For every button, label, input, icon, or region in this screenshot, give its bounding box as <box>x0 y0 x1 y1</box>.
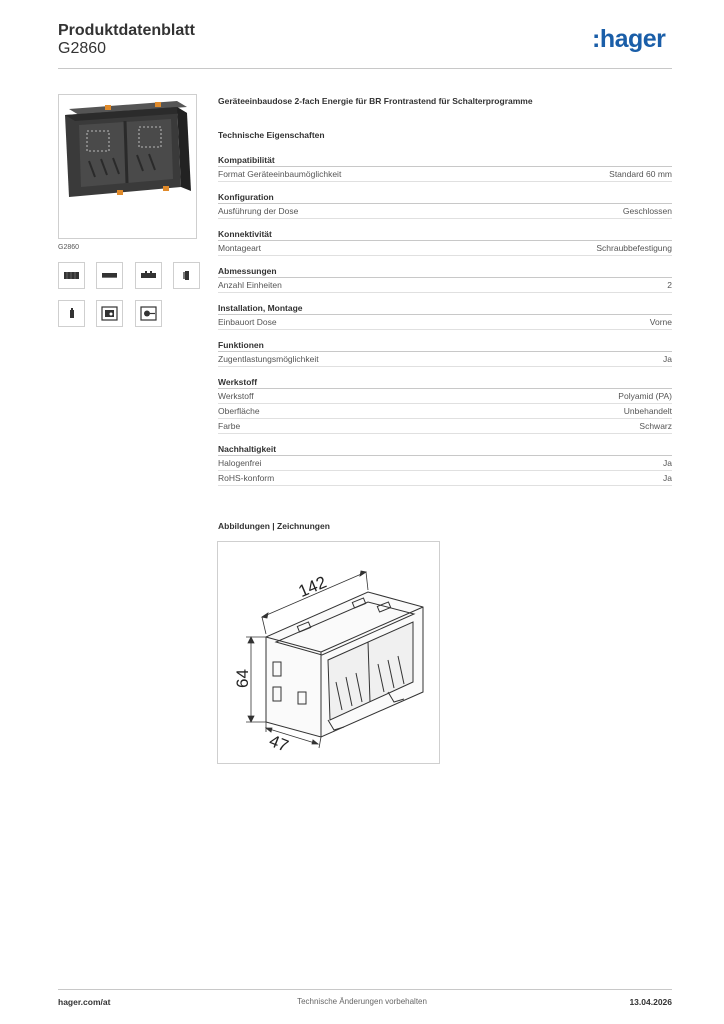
property-label: Einbauort Dose <box>218 317 277 327</box>
section-funktionen <box>218 338 672 367</box>
property-label: Farbe <box>218 421 241 431</box>
section-title: Abmessungen <box>218 264 672 278</box>
property-value: Vorne <box>649 317 672 327</box>
property-label: Format Geräteeinbaumöglichkeit <box>218 169 342 179</box>
property-label: Zugentlastungsmöglichkeit <box>218 354 319 364</box>
properties-table <box>218 153 672 494</box>
section-title: Nachhaltigkeit <box>218 442 672 456</box>
property-value: 2 <box>667 280 672 290</box>
property-label: Oberfläche <box>218 406 260 416</box>
property-row <box>218 456 672 471</box>
property-value: Standard 60 mm <box>609 169 672 179</box>
header-divider <box>58 68 672 69</box>
section-title: Konfiguration <box>218 190 672 204</box>
logo-text: hager <box>599 25 666 53</box>
section-installation <box>218 301 672 330</box>
photo-caption: G2860 <box>58 244 80 251</box>
property-value: Polyamid (PA) <box>618 391 672 401</box>
property-label: RoHS-konform <box>218 473 275 483</box>
section-title: Kompatibilität <box>218 153 672 167</box>
property-label: Werkstoff <box>218 391 254 401</box>
symbol-icon-5 <box>58 300 85 327</box>
properties-heading: Technische Eigenschaften <box>218 130 325 140</box>
footer-date: 13.04.2026 <box>629 997 672 1007</box>
property-row <box>218 278 672 293</box>
property-row <box>218 315 672 330</box>
hager-logo <box>592 27 665 52</box>
property-value: Ja <box>663 473 672 483</box>
symbol-icon-4 <box>173 262 200 289</box>
symbol-icon-2 <box>96 262 123 289</box>
section-title: Konnektivität <box>218 227 672 241</box>
symbol-icon-6 <box>96 300 123 327</box>
property-row <box>218 471 672 486</box>
section-title: Funktionen <box>218 338 672 352</box>
property-row <box>218 241 672 256</box>
property-label: Anzahl Einheiten <box>218 280 282 290</box>
property-value: Ja <box>663 458 672 468</box>
dimension-drawing <box>218 542 439 763</box>
symbol-icon-1 <box>58 262 85 289</box>
property-row <box>218 204 672 219</box>
section-title: Werkstoff <box>218 375 672 389</box>
page-title: Produktdatenblatt <box>58 22 195 39</box>
footer-divider <box>58 989 672 990</box>
symbol-icon-7 <box>135 300 162 327</box>
property-row <box>218 389 672 404</box>
section-nachhaltigkeit <box>218 442 672 486</box>
property-row <box>218 419 672 434</box>
property-row <box>218 352 672 367</box>
dim-height: 64 <box>233 669 252 688</box>
product-code: G2860 <box>58 40 107 57</box>
section-kompatibilitaet <box>218 153 672 182</box>
dim-depth: 47 <box>266 731 292 756</box>
property-label: Ausführung der Dose <box>218 206 299 216</box>
section-werkstoff <box>218 375 672 434</box>
footer-note: Technische Änderungen vorbehalten <box>297 997 427 1006</box>
property-row <box>218 404 672 419</box>
technical-drawing <box>217 541 440 764</box>
logo-mark: : <box>592 25 600 53</box>
property-value: Schraubbefestigung <box>596 243 672 253</box>
symbol-icon-3 <box>135 262 162 289</box>
property-label: Montageart <box>218 243 261 253</box>
property-value: Schwarz <box>639 421 672 431</box>
section-abmessungen <box>218 264 672 293</box>
images-heading: Abbildungen | Zeichnungen <box>218 521 330 531</box>
property-value: Geschlossen <box>622 206 672 216</box>
section-konnektivitaet <box>218 227 672 256</box>
property-value: Unbehandelt <box>623 406 672 416</box>
product-description: Geräteeinbaudose 2-fach Energie für BR Frontrastend für Schalterprogramme <box>218 96 533 106</box>
property-row <box>218 167 672 182</box>
dim-length: 142 <box>295 572 330 602</box>
property-value: Ja <box>663 354 672 364</box>
property-label: Halogenfrei <box>218 458 262 468</box>
section-konfiguration <box>218 190 672 219</box>
footer-website[interactable]: hager.com/at <box>58 997 111 1007</box>
product-photo <box>58 94 197 239</box>
section-title: Installation, Montage <box>218 301 672 315</box>
product-photo-image <box>59 95 196 238</box>
